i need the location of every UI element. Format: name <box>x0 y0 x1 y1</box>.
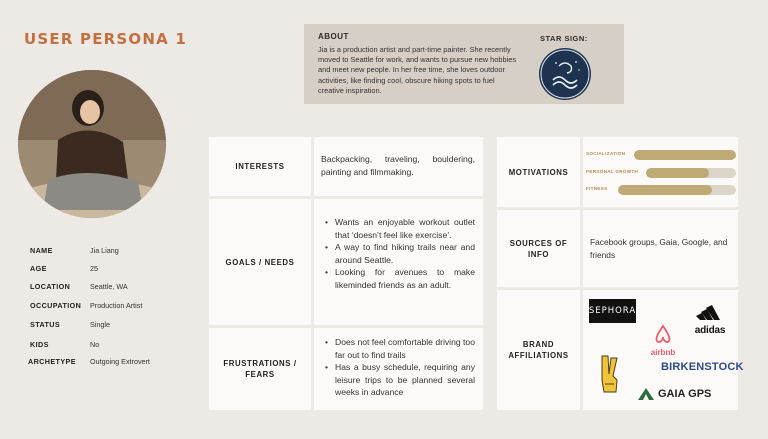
goal-item: • A way to find hiking trails near and around Seattle. <box>325 241 475 266</box>
profile-value-name: Jia Liang <box>90 246 119 255</box>
motivation-bar-label: FITNESS <box>586 186 608 191</box>
profile-label-archetype: ARCHETYPE <box>28 357 76 366</box>
brands-label: BRAND AFFILIATIONS <box>508 340 569 360</box>
frustration-item: • Does not feel comfortable driving too far out to find trails <box>325 336 475 361</box>
about-text: Jia is a production artist and part-time painter. She recently moved to Seattle for work, and wants to pursue new hobbies and meet new people. In her free time, she loves outdoor activities, like finding cool, obscure hiking spots to fuel creative inspiration. <box>318 45 517 95</box>
profile-value-archetype: Outgoing Extrovert <box>90 357 150 366</box>
profile-value-kids: No <box>90 340 100 349</box>
goals-label: GOALS / NEEDS <box>225 257 295 267</box>
sephora-logo: SEPHORA <box>589 299 636 323</box>
adidas-stripes-icon <box>688 304 732 320</box>
motivation-bar-track <box>634 150 736 160</box>
gaia-mountain-icon <box>638 388 654 400</box>
profile-label-occupation: OCCUPATION <box>30 301 82 310</box>
profile-label-name: NAME <box>30 246 53 255</box>
goal-item: • Wants an enjoyable workout outlet that ‘doesn’t feel like exercise’. <box>325 216 475 241</box>
profile-label-location: LOCATION <box>30 282 71 291</box>
interests-text: Backpacking, traveling, bouldering, painting and filmmaking. <box>321 154 475 177</box>
goals-list <box>325 216 475 291</box>
page-title: USER PERSONA 1 <box>24 30 187 48</box>
profile-value-age: 25 <box>90 264 98 273</box>
sources-text: Facebook groups, Gaia, Google, and friends <box>590 237 728 260</box>
motivations-label: MOTIVATIONS <box>508 167 569 177</box>
motivation-bar-fitness <box>586 185 736 195</box>
about-heading: ABOUT <box>318 32 349 41</box>
birkenstock-logo: BIRKENSTOCK <box>661 361 744 373</box>
interests-label: INTERESTS <box>235 162 285 171</box>
sources-label: SOURCES OF INFO <box>509 238 568 259</box>
airbnb-logo <box>645 324 681 356</box>
gaia-gps-wordmark: GAIA GPS <box>658 388 712 400</box>
star-sign-label: STAR SIGN: <box>540 34 588 43</box>
profile-value-occupation: Production Artist <box>90 301 143 310</box>
profile-label-status: STATUS <box>30 320 61 329</box>
motivation-bar-fill <box>646 168 709 178</box>
star-sign-icon <box>539 48 591 100</box>
frustrations-list <box>325 336 475 399</box>
profile-label-age: AGE <box>30 264 47 273</box>
profile-value-status: Single <box>90 320 110 329</box>
needs-card <box>209 137 483 410</box>
adidas-logo <box>688 304 732 336</box>
motivation-bar-fill <box>634 150 736 160</box>
peace-hand-icon <box>599 354 621 396</box>
motivation-bar-track <box>618 185 736 195</box>
motivation-bar-track <box>646 168 736 178</box>
frustrations-label: FRUSTRATIONS / FEARS <box>223 359 297 379</box>
motivation-bar-socialization <box>586 150 736 160</box>
adidas-wordmark: adidas <box>694 325 726 336</box>
airbnb-icon <box>645 324 681 344</box>
airbnb-wordmark: airbnb <box>650 348 676 357</box>
about-panel <box>304 24 624 104</box>
profile-label-kids: KIDS <box>30 340 49 349</box>
motivation-bar-fill <box>618 185 712 195</box>
persona-photo <box>18 70 166 218</box>
profile-value-location: Seattle, WA <box>90 282 128 291</box>
gaia-gps-logo <box>638 386 724 402</box>
motivation-bar-personal-growth <box>586 168 736 178</box>
goal-item: • Looking for avenues to make likeminded friends as an adult. <box>325 266 475 291</box>
motivation-bar-label: PERSONAL GROWTH <box>586 169 639 174</box>
frustration-item: • Has a busy schedule, requiring any leisure trips to be planned several weeks in advance <box>325 361 475 399</box>
motivation-bar-label: SOCIALIZATION <box>586 151 626 156</box>
